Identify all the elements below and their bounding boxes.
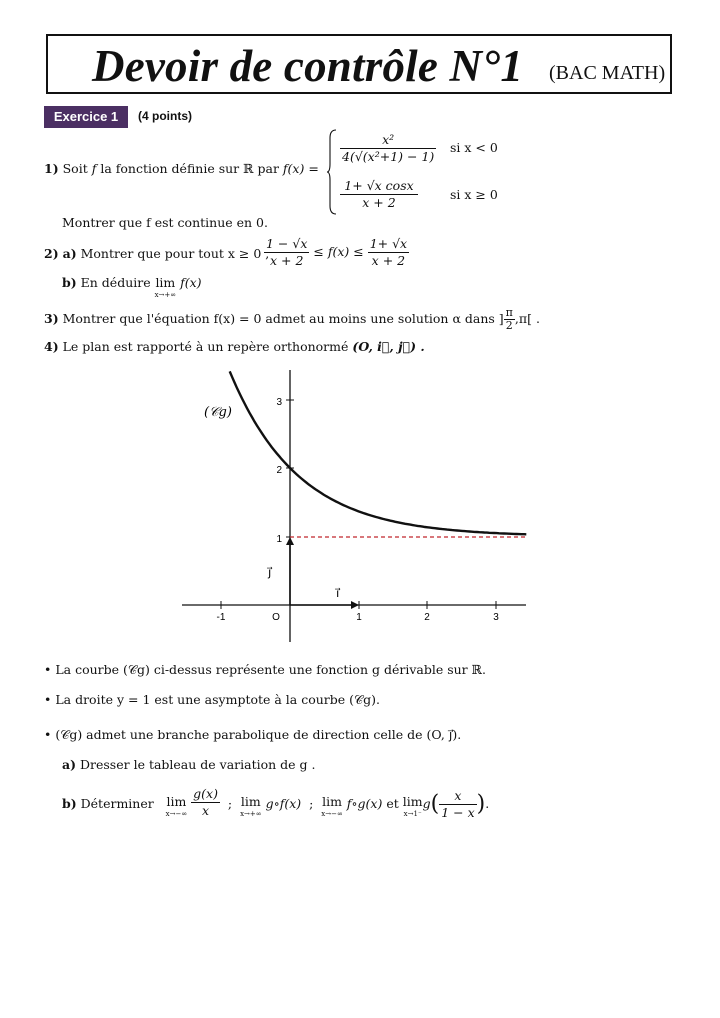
q4b-l1-den: x	[202, 803, 210, 818]
branch2-denominator: x + 2	[362, 195, 396, 210]
page-title: Devoir de contrôle N°1	[92, 41, 524, 91]
q4a	[62, 757, 316, 773]
q3-interval-rest: ,π[ .	[514, 311, 540, 326]
q1-fx: f(x) =	[282, 161, 319, 176]
q4b-l1-num: g(x)	[193, 786, 218, 801]
x-tick-label: 2	[424, 612, 430, 623]
upper-denominator: x + 2	[371, 253, 406, 268]
q1-f: f	[91, 161, 97, 176]
q4b-lim2: lim	[240, 794, 261, 809]
q4a-text: Dresser le tableau de variation de g .	[80, 757, 316, 772]
q1-text-a: Soit	[62, 161, 88, 176]
q4b-l2-expr: g∘f(x)	[265, 796, 302, 811]
origin-label: O	[272, 612, 280, 623]
j-label: j⃗	[268, 565, 272, 579]
q4b-l4-num: x	[439, 788, 476, 805]
inequality-middle: ≤ f(x) ≤	[313, 244, 364, 259]
q3-pi-num: π	[505, 306, 513, 319]
q4b-l3-expr: f∘g(x)	[346, 796, 383, 811]
q4b-lim4: lim	[402, 794, 423, 809]
q4b-label: b)	[62, 796, 77, 811]
q4b-l4-g: g	[422, 796, 431, 811]
q4-text: Le plan est rapporté à un repère orthonormé	[62, 339, 349, 354]
exercise-points: (4 points)	[138, 109, 192, 123]
page-subtitle: (BAC MATH)	[549, 62, 666, 84]
q2-number: 2)	[44, 246, 59, 261]
q2b-text: En déduire	[80, 275, 151, 290]
i-label: i⃗	[336, 586, 340, 600]
q4-number: 4)	[44, 339, 59, 354]
branch2-condition: si x ≥ 0	[450, 187, 498, 202]
i-vector-arrow-icon	[351, 601, 359, 609]
q2a-inequality	[264, 236, 409, 269]
q2b-label: b)	[62, 275, 77, 290]
branch1	[340, 132, 436, 165]
curve-label: (𝒞g)	[204, 405, 232, 420]
j-vector-arrow-icon	[286, 537, 294, 545]
q4b-lim2-sub: x→+∞	[240, 810, 262, 818]
q3-number: 3)	[44, 311, 59, 326]
y-tick-label: 3	[276, 397, 282, 408]
q4-frame: (O, i⃗, j⃗) .	[352, 339, 425, 354]
branch1-numerator: x²	[340, 132, 436, 149]
branch1-condition: si x < 0	[450, 140, 498, 155]
branch2-numerator: 1+ √x cosx	[340, 178, 418, 195]
q2b-expr: f(x)	[180, 275, 202, 290]
q4b-et: et	[386, 796, 399, 811]
q1-reals: ℝ	[243, 161, 254, 176]
y-tick-label: 1	[276, 534, 282, 545]
q1-statement	[44, 161, 319, 177]
q4b-lim4-sub: x→1⁻	[403, 810, 422, 818]
q4a-label: a)	[62, 757, 77, 772]
q4b-end: .	[485, 796, 490, 811]
bullet-1: • La courbe (𝒞g) ci-dessus représente une fonction g dérivable sur ℝ.	[44, 662, 486, 677]
q3-text: Montrer que l'équation f(x) = 0 admet au moins une solution α dans	[62, 311, 495, 326]
curve-cg	[230, 371, 527, 534]
q2a-text: Montrer que pour tout x ≥ 0 ,	[80, 246, 270, 261]
q1-text-b: la fonction définie sur	[100, 161, 240, 176]
piecewise-brace	[326, 128, 338, 216]
q2b-lim-sub: x→+∞	[154, 291, 177, 299]
branch1-denominator: 4(√(x²+1) − 1)	[342, 149, 435, 164]
bullet-2: • La droite y = 1 est une asymptote à la courbe (𝒞g).	[44, 692, 380, 707]
q2a-label: a)	[62, 246, 77, 261]
upper-numerator: 1+ √x	[369, 236, 408, 251]
q4b: b) Déterminer lim x→−∞ $\frac{g(x)}{x}$ ; lim x→+∞ g∘f(x) ; lim x→−∞ f∘g(x) et lim x→1⁻ g( $\frac{x}{1 - x}$ ).	[62, 786, 490, 820]
q3	[44, 307, 540, 332]
q4b-l4-den: 1 − x	[441, 805, 475, 820]
q4b-sep2: ;	[309, 796, 314, 811]
x-tick-label: 3	[493, 612, 499, 623]
x-tick-label: -1	[216, 612, 226, 623]
q1-number: 1)	[44, 161, 59, 176]
q2b-lim: lim	[155, 275, 176, 290]
q4b-sep1: ;	[227, 796, 233, 811]
q3-pi-den: 2	[505, 319, 513, 332]
lower-numerator: 1 − √x	[266, 236, 308, 251]
x-tick-label: 1	[356, 612, 362, 623]
q4b-lim1: lim	[166, 794, 187, 809]
q4b-lim1-sub: x→−∞	[165, 810, 188, 818]
q4b-text: Déterminer	[80, 796, 154, 811]
q2b	[62, 275, 202, 299]
lower-denominator: x + 2	[269, 253, 304, 268]
q2a	[44, 246, 269, 262]
q4	[44, 339, 425, 355]
q1-subquestion: Montrer que f est continue en 0.	[62, 215, 268, 230]
q1-text-c: par	[257, 161, 279, 176]
bullet-3: • (𝒞g) admet une branche parabolique de direction celle de (O, j⃗).	[44, 727, 462, 742]
graph-cg	[170, 362, 540, 652]
y-tick-label: 2	[276, 465, 282, 476]
branch2	[340, 178, 418, 211]
q3-interval-open: ]	[498, 311, 504, 326]
exercise-badge: Exercice 1	[44, 106, 128, 128]
q4b-lim3-sub: x→−∞	[321, 810, 343, 818]
q4b-lim3: lim	[322, 794, 342, 809]
